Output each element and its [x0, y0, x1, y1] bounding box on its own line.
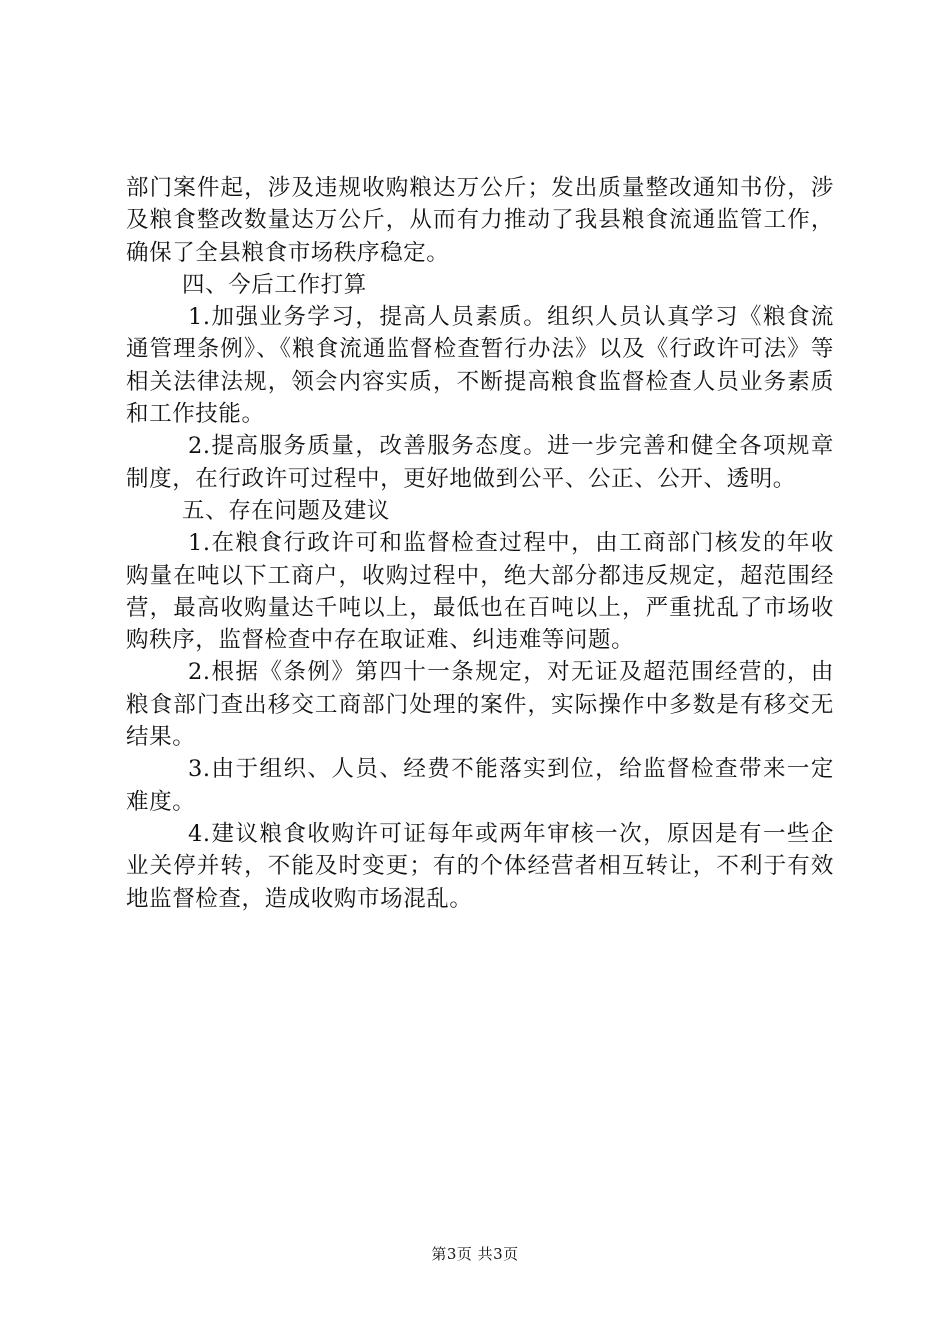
- section-heading-future-plans: 四、今后工作打算: [182, 271, 367, 298]
- list-item-problem-4: 4.建议粮食收购许可证每年或两年审核一次，原因是有一些企业关停并转，不能及时变更；有的个体经营者相互转让，不利于有效地监督检查，造成收购市场混乱。: [126, 820, 834, 912]
- list-item-plan-1: 1.加强业务学习，提高人员素质。组织人员认真学习《粮食流通管理条例》、《粮食流通监督检查暂行办法》以及《行政许可法》等相关法律法规，领会内容实质，不断提高粮食监督检查人员业务素质和工作技能。: [126, 304, 834, 428]
- paragraph-continuation: 部门案件起，涉及违规收购粮达万公斤；发出质量整改通知书份，涉及粮食整改数量达万公斤，从而有力推动了我县粮食流通监管工作，确保了全县粮食市场秩序稳定。: [126, 175, 834, 266]
- list-item-problem-3: 3.由于组织、人员、经费不能落实到位，给监督检查带来一定难度。: [126, 756, 834, 815]
- document-body: [126, 172, 834, 915]
- section-heading-problems: 五、存在问题及建议: [182, 497, 390, 524]
- list-item-problem-2: 2.根据《条例》第四十一条规定，对无证及超范围经营的，由粮食部门查出移交工商部门处理的案件，实际操作中多数是有移交无结果。: [126, 659, 834, 751]
- page-number-footer: 第3页 共3页: [431, 1245, 519, 1263]
- list-item-plan-2: 2.提高服务质量，改善服务态度。进一步完善和健全各项规章制度，在行政许可过程中，更好地做到公平、公正、公开、透明。: [126, 433, 834, 492]
- list-item-problem-1: 1.在粮食行政许可和监督检查过程中，由工商部门核发的年收购量在吨以下工商户，收购过程中，绝大部分都违反规定，超范围经营，最高收购量达千吨以上，最低也在百吨以上，严重扰乱了市场收购秩序，监督检查中存在取证难、纠违难等问题。: [126, 530, 834, 654]
